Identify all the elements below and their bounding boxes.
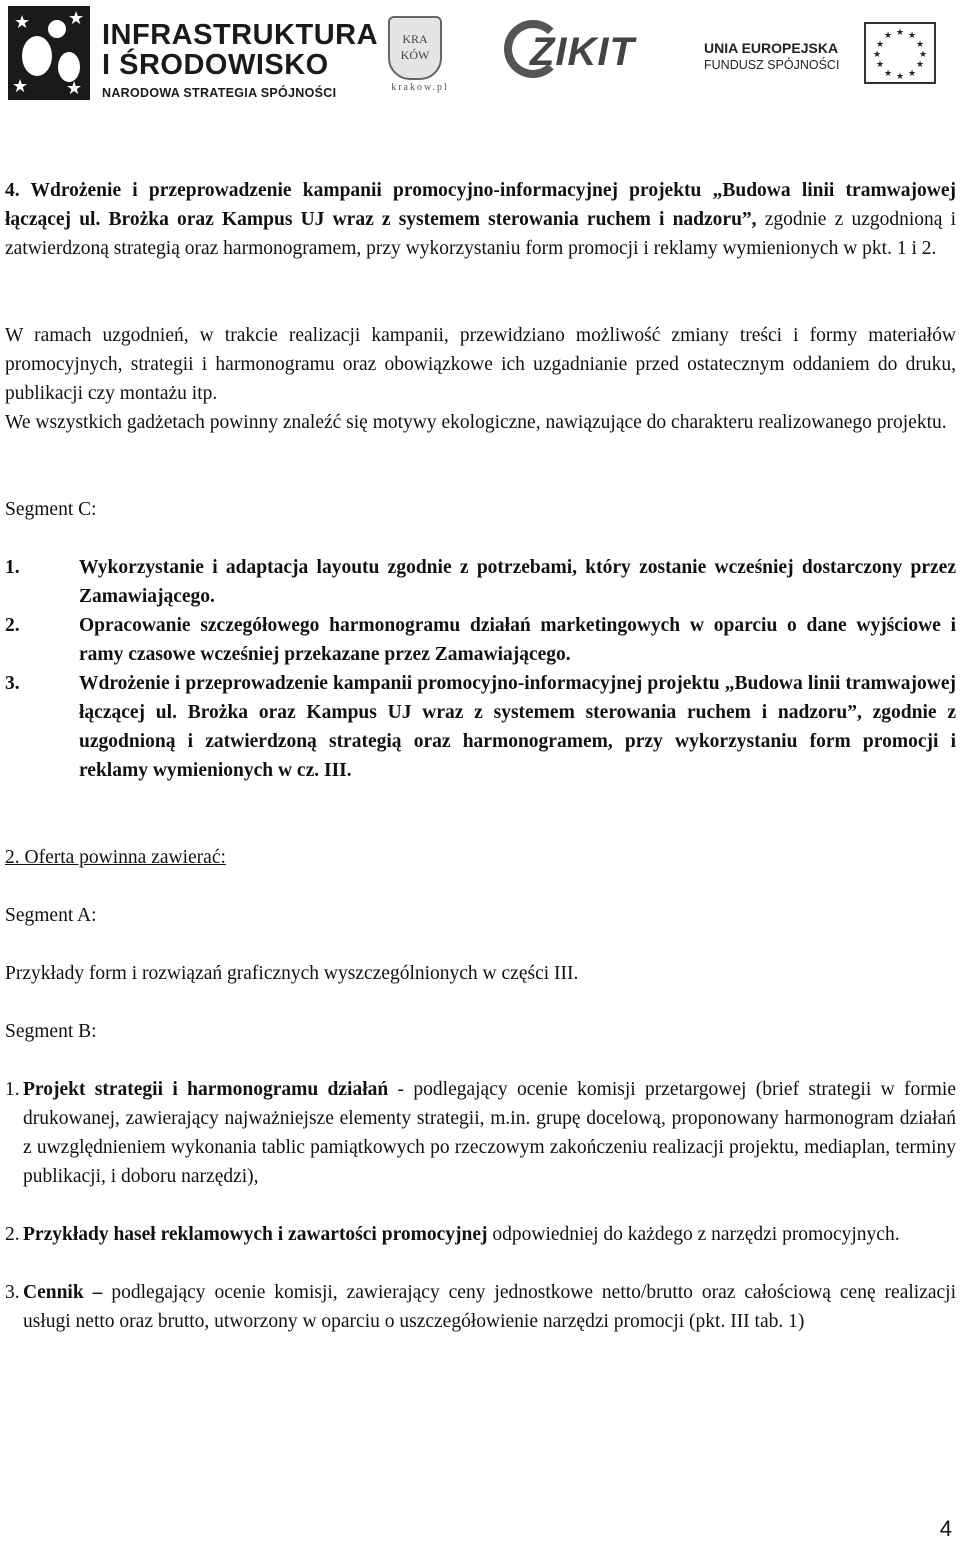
segment-b-item-3-bold: Cennik – [23,1282,103,1303]
item-4-rest: zgodnie z uzgodnioną i zatwierdzoną strategią oraz harmonogramem, przy wykorzystaniu form promocji i reklamy wymienionych w pkt. 1 i 2. [5,209,957,259]
paragraph-gadgets: We wszystkich gadżetach powinny znaleźć się motywy ekologiczne, nawiązujące do charakteru realizowanego projektu. [5,412,947,433]
infra-title: INFRASTRUKTURA [102,19,379,51]
infra-subtitle: I ŚRODOWISKO [102,49,329,81]
eu-logo [704,18,944,98]
segment-b-item-3-number: 3. [5,1282,20,1303]
paragraph-changes: W ramach uzgodnień, w trakcie realizacji kampanii, przewidziano możliwość zmiany treści i formy materiałów promocyjnych, strategii i harmonogramu oraz obowiązkowe ich uzgadnianie przed ostatecznym oddaniem do druku, publikacji czy montażu itp. [5,325,956,404]
segment-b-item-2-number: 2. [5,1224,20,1245]
offer-heading: 2. Oferta powinna zawierać: [5,847,226,868]
segment-b-item-2-text: odpowiedniej do każdego z narzędzi promocyjnych. [487,1224,900,1245]
krakow-shield-icon [388,16,442,80]
krakow-url: krakow.pl [391,82,449,93]
segment-c-item-2: Opracowanie szczegółowego harmonogramu działań marketingowych w oparciu o dane wyjściowe i ramy czasowe wcześniej przekazane przez Zamawiającego. [79,615,956,665]
item-4-paragraph [5,176,956,263]
segment-b-heading: Segment B: [5,1021,97,1042]
segment-b-item-2 [23,1220,956,1249]
page-number: 4 [939,1516,952,1541]
segment-c-item-3: Wdrożenie i przeprowadzenie kampanii promocyjno-informacyjnej projektu „Budowa linii tramwajowej łączącej ul. Brożka oraz Kampus UJ wraz z systemem sterowania ruchem i nadzoru”, zgodnie z uzgodnioną i zatwierdzoną strategią oraz harmonogramem, przy wykorzystaniu form promocji i reklamy wymienionych w cz. III. [79,673,956,781]
header-logos [0,0,960,110]
krakow-logo [380,16,470,96]
infrastruktura-emblem-icon: ★ ★ ★ ★ [8,6,90,100]
eu-title: UNIA EUROPEJSKA [704,40,839,56]
infrastruktura-logo [8,6,379,102]
zikit-text: ZIKIT [530,30,635,74]
zikit-logo [504,16,654,96]
eu-flag-icon: ★ ★ ★ ★ ★ ★ ★ ★ ★ ★ ★ ★ [864,22,936,84]
krakow-bottom-text: KÓW [400,48,430,62]
segment-a-heading: Segment A: [5,905,97,926]
segment-b-item-1-number: 1. [5,1079,20,1100]
segment-b-item-1 [23,1075,956,1191]
segment-b-item-2-bold: Przykłady haseł reklamowych i zawartości promocyjnej [23,1224,488,1245]
segment-b-item-1-bold: Projekt strategii i harmonogramu działań [23,1079,389,1100]
eu-fund: FUNDUSZ SPÓJNOŚCI [704,58,840,72]
segment-b-item-3-text: podlegający ocenie komisji, zawierający ceny jednostkowe netto/brutto oraz całościową cenę realizacji usługi netto oraz brutto, utworzony w oparciu o uszczegółowienie narzędzi promocji (pkt. III tab. 1) [23,1282,956,1332]
segment-b-item-1-text: - podlegający ocenie komisji przetargowej (brief strategii w formie drukowanej, zawierający najważniejsze elementy strategii, m.in. grupę docelową, proponowany harmonogram działań z uwzględnieniem wykonania tablic pamiątkowych po rzeczowym zakończeniu realizacji projektu, mediaplan, terminy publikacji, i doboru narzędzi), [23,1079,956,1187]
item-4-lead: 4. Wdrożenie i przeprowadzenie kampanii promocyjno-informacyjnej projektu „Budowa linii tramwajowej łączącej ul. Brożka oraz Kampus UJ wraz z systemem sterowania ruchem i nadzoru”, [5,180,956,230]
infra-tagline: NARODOWA STRATEGIA SPÓJNOŚCI [102,86,337,100]
segment-c-item-3-number: 3. [5,673,20,694]
segment-c-heading: Segment C: [5,499,97,520]
segment-a-text: Przykłady form i rozwiązań graficznych wyszczególnionych w części III. [5,963,579,984]
segment-c-item-1-number: 1. [5,557,20,578]
krakow-top-text: KRA [402,32,428,46]
segment-b-item-3 [23,1278,956,1336]
segment-c-item-1: Wykorzystanie i adaptacja layoutu zgodnie z potrzebami, który zostanie wcześniej dostarczony przez Zamawiającego. [79,557,956,607]
segment-c-item-2-number: 2. [5,615,20,636]
